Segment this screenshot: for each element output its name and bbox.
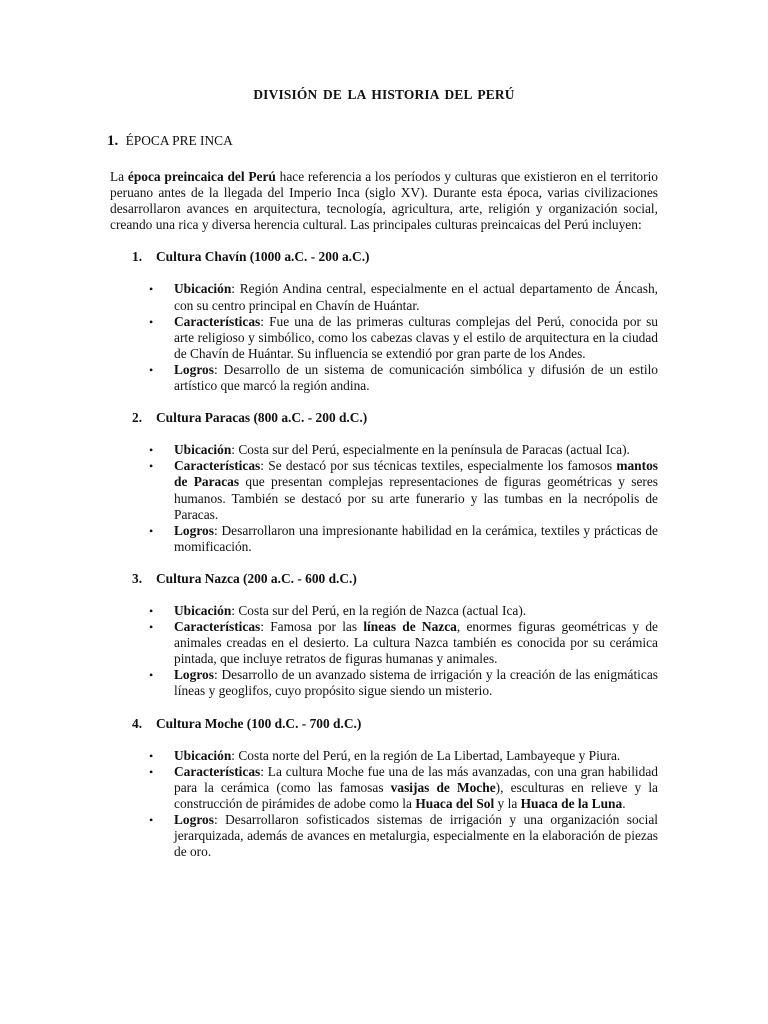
bullet-icon: •	[149, 523, 154, 538]
label-caracteristicas: Características	[174, 763, 261, 779]
culture-points	[110, 442, 658, 555]
culture-heading	[132, 716, 658, 732]
culture-points	[110, 281, 658, 394]
list-item-logros	[149, 522, 658, 555]
culture-title: Cultura Moche (100 d.C. - 700 d.C.)	[156, 715, 362, 731]
intro-text-2: hace referencia a los períodos y culturas que existieron en el territorio peruano antes de la llegada del Imperio Inca (siglo XV). Durante esta época, varias civilizaciones desarrollaron avances en arquitectura, tecnología, agricultura, arte, religión y organización social, creando una rica y diversa herencia cultural. Las principales culturas preincaicas del Perú incluyen:	[110, 169, 658, 233]
culture-points	[110, 748, 658, 861]
bullet-icon: •	[149, 314, 154, 329]
bullet-icon: •	[149, 443, 154, 458]
bullet-icon: •	[149, 620, 154, 635]
text-caracteristicas: : La cultura Moche fue una de las más avanzadas, con una gran habilidad para la cerámica (como las famosas	[174, 763, 658, 795]
culture-section-paracas	[110, 410, 658, 555]
bold-term-huaca-sol: Huaca del Sol	[415, 795, 495, 811]
text-logros: : Desarrollaron sofisticados sistemas de irrigación y una organización social jerarquizada, además de avances en metalurgia, especialmente en la elaboración de piezas de oro.	[174, 812, 658, 860]
text-logros: : Desarrollo de un sistema de comunicación simbólica y difusión de un estilo artístico que marcó la región andina.	[174, 361, 658, 394]
text-logros: : Desarrollo de un avanzado sistema de irrigación y la creación de las enigmáticas líneas y geoglifos, cuyo propósito sigue siendo un misterio.	[174, 667, 658, 699]
label-ubicacion: Ubicación	[174, 442, 232, 458]
label-logros: Logros	[174, 361, 214, 377]
label-ubicacion: Ubicación	[174, 281, 232, 297]
list-item-logros	[149, 812, 658, 860]
bold-term: líneas de Nazca	[363, 619, 457, 635]
list-item-caracteristicas	[149, 763, 658, 812]
section-number: 1.	[107, 133, 119, 149]
text-logros: : Desarrollaron una impresionante habilidad en la cerámica, textiles y prácticas de momificación.	[174, 522, 658, 554]
intro-text-1: La	[110, 169, 128, 184]
bold-term: mantos de Paracas	[174, 458, 658, 490]
bullet-icon: •	[149, 362, 154, 377]
section-title: ÉPOCA PRE INCA	[125, 133, 233, 148]
text-caracteristicas: : Fue una de las primeras culturas complejas del Perú, conocida por su arte religioso y simbólico, como los cabezas clavas y el estilo de arquitectura en la ciudad de Chavín de Huántar. Su influencia se extendió por gran parte de los Andes.	[174, 313, 658, 361]
bullet-icon: •	[149, 748, 154, 763]
list-item-caracteristicas	[149, 313, 658, 362]
label-ubicacion: Ubicación	[174, 602, 232, 618]
label-caracteristicas: Características	[174, 619, 261, 635]
culture-section-chavin	[110, 249, 658, 394]
list-item-ubicacion	[149, 747, 658, 764]
text-caracteristicas: : Se destacó por sus técnicas textiles, especialmente los famosos	[260, 458, 617, 474]
text-caracteristicas-cont: , enormes figuras geométricas y de animales creadas en el desierto. La cultura Nazca también es conocida por su cerámica pintada, que incluye retratos de figuras humanas y animales.	[174, 619, 658, 667]
text-ubicacion: : Costa norte del Perú, en la región de La Libertad, Lambayeque y Piura.	[231, 747, 621, 763]
label-logros: Logros	[174, 522, 214, 538]
bullet-icon: •	[149, 459, 154, 474]
list-item-ubicacion	[149, 442, 658, 458]
culture-number: 2.	[132, 410, 143, 426]
culture-title: Cultura Chavín (1000 a.C. - 200 a.C.)	[156, 249, 370, 265]
bullet-icon: •	[149, 282, 154, 297]
intro-paragraph	[110, 169, 658, 233]
text-ubicacion: : Costa sur del Perú, especialmente en la península de Paracas (actual Ica).	[231, 442, 630, 458]
culture-section-nazca	[110, 571, 658, 700]
text-ubicacion: : Región Andina central, especialmente en el actual departamento de Áncash, con su centro principal en Chavín de Huántar.	[174, 281, 658, 313]
intro-bold: época preincaica del Perú	[127, 169, 276, 184]
label-logros: Logros	[174, 667, 214, 683]
list-item-logros	[149, 361, 658, 394]
document-title: DIVISIÓN DE LA HISTORIA DEL PERÚ	[253, 87, 515, 102]
text-caracteristicas-cont: ), esculturas en relieve y la construcción de pirámides de adobe como la	[174, 779, 658, 811]
culture-section-moche	[110, 716, 658, 861]
culture-number: 3.	[132, 570, 143, 586]
bullet-icon: •	[149, 603, 154, 618]
bullet-icon: •	[149, 813, 154, 827]
section-heading	[107, 133, 233, 149]
list-item-caracteristicas	[149, 458, 658, 522]
document-body	[110, 169, 658, 860]
label-caracteristicas: Características	[174, 313, 261, 329]
text-ubicacion: : Costa sur del Perú, en la región de Nazca (actual Ica).	[231, 602, 527, 618]
list-item-logros	[149, 667, 658, 699]
label-logros: Logros	[174, 812, 214, 827]
bold-term: vasijas de Moche	[390, 779, 496, 795]
culture-heading	[132, 249, 658, 265]
culture-heading	[132, 410, 658, 426]
culture-points	[110, 603, 658, 700]
list-item-caracteristicas	[149, 619, 658, 667]
culture-title: Cultura Nazca (200 a.C. - 600 d.C.)	[156, 570, 357, 586]
text-caracteristicas: : Famosa por las	[260, 619, 364, 635]
culture-heading	[132, 571, 658, 587]
text-caracteristicas-cont: que presentan complejas representaciones de figuras geométricas y seres humanos. También se destacó por su arte funerario y las tumbas en la necrópolis de Paracas.	[174, 474, 658, 522]
list-item-ubicacion	[149, 281, 658, 313]
text-caracteristicas-join: y la	[494, 795, 521, 811]
bold-term-huaca-luna: Huaca de la Luna	[520, 795, 623, 811]
culture-number: 1.	[132, 249, 143, 265]
list-item-ubicacion	[149, 602, 658, 619]
culture-number: 4.	[132, 715, 143, 731]
culture-title: Cultura Paracas (800 a.C. - 200 d.C.)	[156, 410, 368, 426]
label-caracteristicas: Características	[174, 458, 261, 474]
label-ubicacion: Ubicación	[174, 747, 232, 763]
bullet-icon: •	[149, 764, 154, 779]
bullet-icon: •	[149, 668, 154, 683]
text-caracteristicas-end: .	[622, 795, 626, 811]
